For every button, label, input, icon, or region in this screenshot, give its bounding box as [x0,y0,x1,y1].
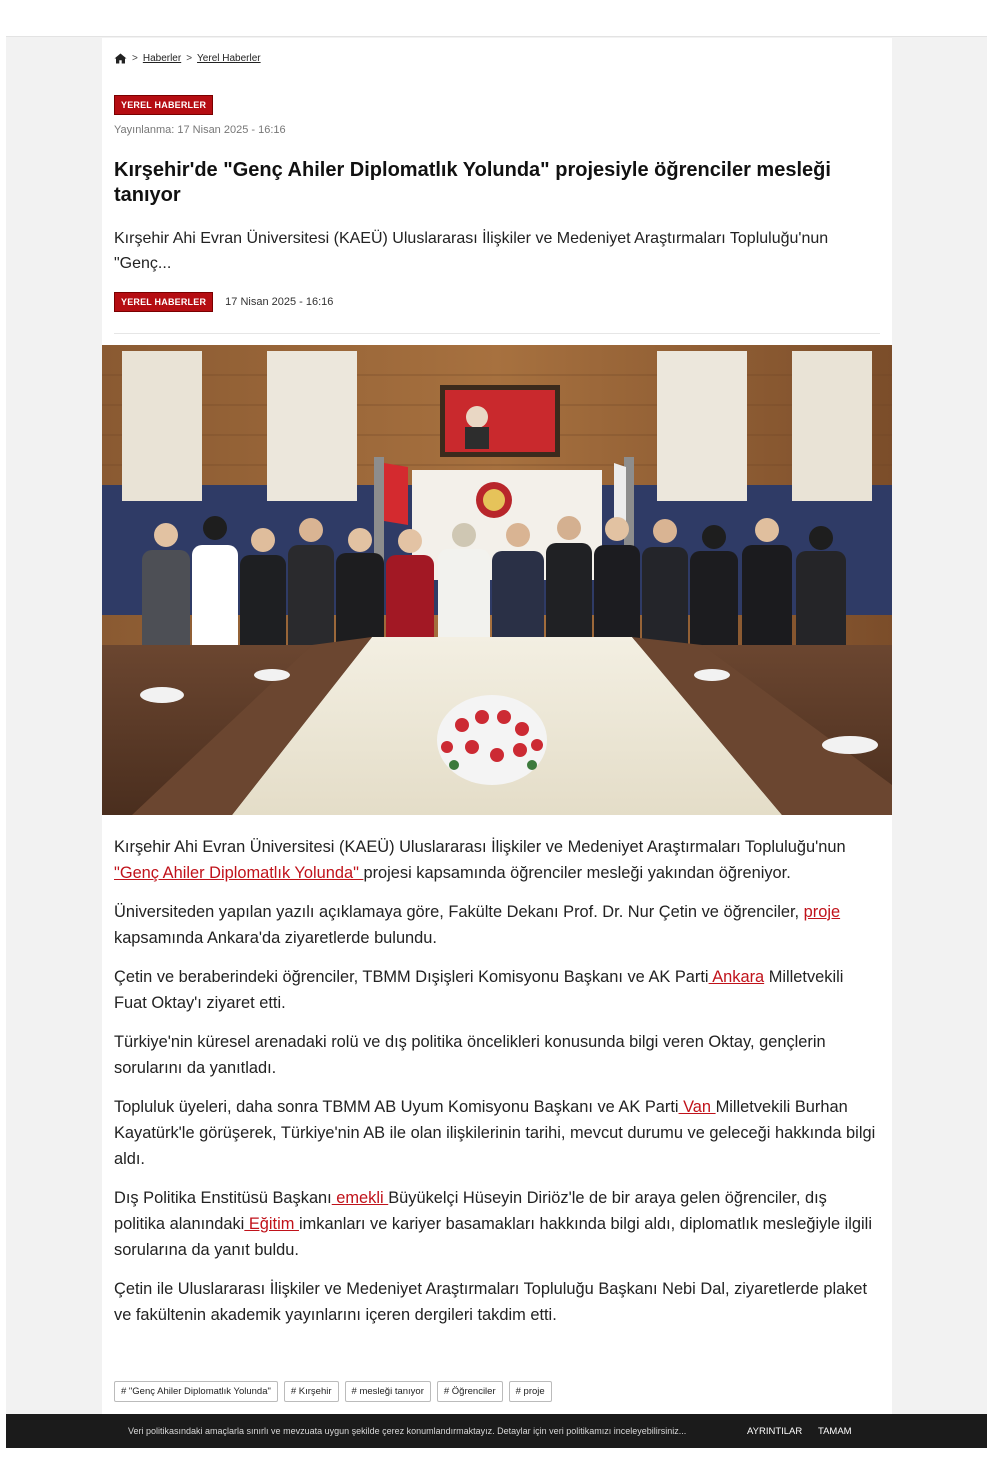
tag-genc-ahiler[interactable]: # "Genç Ahiler Diplomatlık Yolunda" [114,1381,278,1402]
breadcrumb [114,53,880,64]
text: kapsamında Ankara'da ziyaretlerde bulundu. [114,929,437,947]
link-proje[interactable]: proje [803,903,841,921]
paragraph [114,1185,880,1263]
text: Çetin ve beraberindeki öğrenciler, TBMM Dışişleri Komisyonu Başkanı ve AK Parti [114,968,709,986]
cookie-details-button[interactable]: AYRINTILAR [747,1426,803,1437]
text: projesi kapsamında öğrenciler mesleği yakından öğreniyor. [363,864,791,882]
article-card [102,38,892,1414]
tag-ogrenciler[interactable]: # Öğrenciler [437,1381,503,1402]
text: Üniversiteden yapılan yazılı açıklamaya göre, Fakülte Dekanı Prof. Dr. Nur Çetin ve öğrenciler, [114,903,804,921]
published-date: Yayınlanma: 17 Nisan 2025 - 16:16 [114,124,286,136]
text: Topluluk üyeleri, daha sonra TBMM AB Uyum Komisyonu Başkanı ve AK Parti [114,1098,679,1116]
breadcrumb-haberler-link[interactable]: Haberler [142,53,182,64]
paragraph [114,964,880,1016]
category-badge-row [114,95,880,115]
category-badge[interactable]: YEREL HABERLER [114,292,213,312]
link-egitim[interactable]: Eğitim [244,1215,299,1233]
paragraph [114,899,880,951]
link-genc-ahiler[interactable]: "Genç Ahiler Diplomatlık Yolunda" [114,864,364,882]
tag-list [114,1381,880,1402]
article-photo [102,345,892,815]
paragraph: Türkiye'nin küresel arenadaki rolü ve dış politika öncelikleri konusunda bilgi veren Oktay, gençlerin sorularını da yanıtladı. [114,1033,826,1077]
breadcrumb-yerel-haberler-link[interactable]: Yerel Haberler [197,53,261,64]
category-badge[interactable]: YEREL HABERLER [114,95,213,115]
cookie-accept-button[interactable]: TAMAM [818,1426,852,1437]
breadcrumb-separator: > [186,53,193,64]
paragraph: Çetin ile Uluslararası İlişkiler ve Medeniyet Araştırmaları Topluluğu Başkanı Nebi Dal, ziyaretlerde plaket ve fakültenin akademik yayınlarını içeren dergileri takdim etti. [114,1280,868,1324]
article-date: 17 Nisan 2025 - 16:16 [225,296,334,308]
link-van[interactable]: Van [678,1098,716,1116]
link-ankara[interactable]: Ankara [708,968,765,986]
article-meta [114,292,880,312]
cookie-message: Veri politikasındaki amaçlarla sınırlı ve mevzuata uygun şekilde çerez konumlandırmaktayız. Detaylar için veri politikamızı inceleyebilirsiniz... [128,1426,687,1436]
tag-meslegi-taniyor[interactable]: # mesleği tanıyor [345,1381,431,1402]
tag-proje[interactable]: # proje [509,1381,552,1402]
text: Kırşehir Ahi Evran Üniversitesi (KAEÜ) Uluslararası İlişkiler ve Medeniyet Araştırmaları Topluluğu'nun [114,838,846,856]
text: Milletvekili Fuat Oktay'ı ziyaret etti. [114,968,844,1012]
text: imkanları ve kariyer basamakları hakkında bilgi aldı, diplomatlık mesleğiyle ilgili sorularına da yanıt buldu. [114,1215,872,1259]
home-icon[interactable] [114,53,127,64]
article-title: Kırşehir'de "Genç Ahiler Diplomatlık Yolunda" projesiyle öğrenciler mesleği tanıyor [114,159,831,206]
tag-kirsehir[interactable]: # Kırşehir [284,1381,339,1402]
paragraph [114,1094,880,1172]
divider [114,333,880,334]
cookie-banner [6,1414,987,1448]
link-emekli[interactable]: emekli [331,1189,389,1207]
text: Dış Politika Enstitüsü Başkanı [114,1189,332,1207]
article-body [114,834,880,1341]
breadcrumb-separator: > [132,53,138,64]
paragraph [114,834,880,886]
text: Büyükelçi Hüseyin Diriöz'le de bir araya gelen öğrenciler, dış politika alanındaki [114,1189,827,1233]
article-summary: Kırşehir Ahi Evran Üniversitesi (KAEÜ) Uluslararası İlişkiler ve Medeniyet Araştırmaları Topluluğu'nun "Genç... [114,230,829,272]
text: Milletvekili Burhan Kayatürk'le görüşerek, Türkiye'nin AB ile olan ilişkilerinin tarihi, mevcut durumu ve geleceği hakkında bilgi aldı. [114,1098,876,1168]
